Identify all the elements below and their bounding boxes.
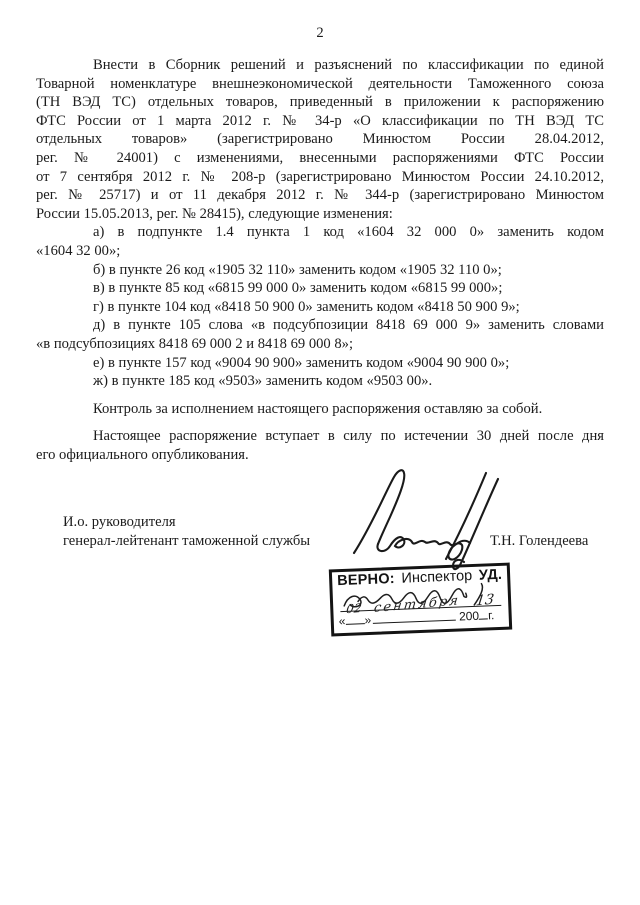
text-line: е) в пункте 157 код «9004 90 900» заменить кодом «9004 90 900 0»;	[93, 354, 510, 371]
year-printed: 200	[458, 608, 480, 624]
text-line: России 15.05.2013, рег. № 28415), следующие изменения:	[36, 205, 393, 222]
text-line: ж) в пункте 185 код «9503» заменить кодом «9503 00».	[93, 373, 433, 390]
text-line: «1604 32 00»;	[36, 242, 121, 259]
stamp-certified-label: ВЕРНО:	[336, 570, 396, 590]
text-line: рег. № 24001) с изменениями, внесенными распоряжениями ФТС России	[36, 149, 604, 166]
text-line: «в подсубпозициях 8418 69 000 2 и 8418 69 000 8»;	[36, 335, 354, 352]
signer-title	[63, 513, 310, 551]
handwritten-day: 02	[345, 600, 363, 617]
signer-name: Т.Н. Голендеева	[490, 533, 589, 549]
text-line: его официального опубликования.	[36, 446, 249, 463]
page-number: 2	[316, 25, 324, 41]
text-line: Внести в Сборник решений и разъяснений по классификации по единой	[93, 57, 604, 73]
quote-close: »	[364, 612, 372, 628]
text-line: ФТС России от 1 марта 2012 г. № 34-р «О классификации по ТН ВЭД ТС	[36, 112, 604, 129]
text-line: рег. № 25717) и от 11 декабря 2012 г. № 344-р (зарегистрировано Минюстом	[36, 187, 604, 204]
text-line: отдельных товаров» (зарегистрировано Минюстом России 28.04.2012,	[36, 131, 604, 148]
text-line: б) в пункте 26 код «1905 32 110» заменить кодом «1905 32 110 0»;	[93, 261, 502, 278]
text-line: а) в подпункте 1.4 пункта 1 код «1604 32 000 0» заменить кодом	[93, 224, 604, 241]
year-era: г.	[487, 608, 495, 623]
stamp-department-label: УД.	[478, 566, 503, 584]
text-line: д) в пункте 105 слова «в подсубпозиции 8418 69 000 9» заменить словами	[93, 317, 604, 334]
text-line: в) в пункте 85 код «6815 99 000 0» заменить кодом «6815 99 000»;	[93, 280, 503, 297]
handwritten-year: 13	[475, 591, 496, 610]
handwritten-month: сентября	[373, 593, 462, 617]
text-line: Настоящее распоряжение вступает в силу по истечении 30 дней после дня	[93, 428, 604, 445]
month-blank	[373, 593, 462, 624]
signer-title-line2: генерал-лейтенант таможенной службы	[63, 533, 311, 549]
signer-title-line1: И.о. руководителя	[63, 514, 176, 530]
year-blank	[475, 591, 496, 619]
text-line: от 7 сентября 2012 г. № 208-р (зарегистрировано Минюстом России 24.10.2012,	[36, 168, 604, 185]
text-line: (ТН ВЭД ТС) отдельных товаров, приведенный в приложении к распоряжению	[36, 94, 604, 111]
handwritten-signature	[340, 463, 520, 575]
quote-open: «	[338, 613, 346, 629]
text-line: Контроль за исполнением настоящего распоряжения оставляю за собой.	[93, 400, 543, 417]
day-blank	[345, 600, 364, 625]
text-line: Товарной номенклатуре внешнеэкономической деятельности Таможенного союза	[36, 75, 604, 92]
text-line: г) в пункте 104 код «8418 50 900 0» заменить кодом «8418 50 900 9»;	[93, 298, 520, 315]
certification-stamp	[329, 563, 512, 637]
document-body	[36, 56, 604, 464]
stamp-role-label: Инспектор	[401, 568, 473, 587]
